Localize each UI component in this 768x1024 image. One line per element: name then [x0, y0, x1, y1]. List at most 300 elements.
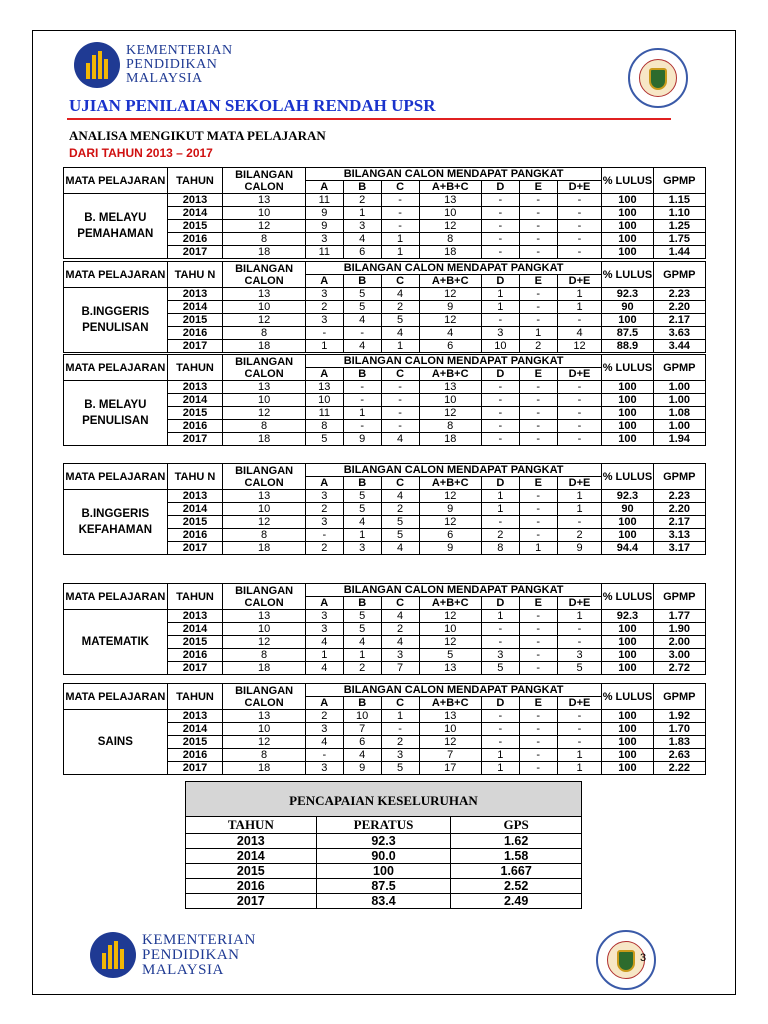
- table-cell: -: [557, 723, 602, 736]
- table-cell: 2013: [167, 194, 223, 207]
- table-cell: -: [557, 420, 602, 433]
- summary-cell: 87.5: [316, 879, 451, 894]
- table-cell: 2: [343, 662, 381, 675]
- header-subject: MATA PELAJARAN: [64, 584, 168, 610]
- table-cell: 1: [557, 503, 602, 516]
- table-cell: -: [481, 516, 519, 529]
- table-cell: -: [519, 736, 557, 749]
- table-cell: 8: [305, 420, 343, 433]
- subject-table: [63, 583, 706, 675]
- table-cell: 1.83: [653, 736, 705, 749]
- header-pass-pct: % LULUS: [602, 355, 653, 381]
- table-cell: -: [519, 762, 557, 775]
- table-cell: 2014: [167, 723, 223, 736]
- table-cell: 2.23: [653, 288, 705, 301]
- table-cell: 18: [419, 246, 481, 259]
- ministry-emblem-icon: [74, 42, 120, 88]
- header-grade: D+E: [557, 477, 602, 490]
- summary-cell: 2.49: [451, 894, 582, 909]
- table-cell: 1: [481, 762, 519, 775]
- table-cell: 1: [343, 207, 381, 220]
- table-cell: 1.08: [653, 407, 705, 420]
- table-cell: 4: [381, 288, 419, 301]
- summary-row: [186, 864, 582, 879]
- subject-table: [63, 463, 706, 555]
- table-cell: 94.4: [602, 542, 653, 555]
- table-cell: -: [519, 610, 557, 623]
- table-cell: 3: [343, 542, 381, 555]
- table-cell: 13: [223, 490, 305, 503]
- header-grade: D: [481, 697, 519, 710]
- table-cell: -: [381, 381, 419, 394]
- table-cell: 7: [343, 723, 381, 736]
- table-cell: 6: [419, 529, 481, 542]
- table-cell: -: [381, 220, 419, 233]
- table-cell: 1: [481, 288, 519, 301]
- table-cell: 2.63: [653, 749, 705, 762]
- table-cell: 12: [223, 636, 305, 649]
- table-cell: 4: [305, 736, 343, 749]
- table-row: [64, 610, 706, 623]
- table-cell: 4: [381, 542, 419, 555]
- header-grade-group: BILANGAN CALON MENDAPAT PANGKAT: [305, 168, 602, 181]
- table-cell: 2017: [167, 433, 223, 446]
- table-cell: -: [519, 623, 557, 636]
- table-cell: -: [481, 710, 519, 723]
- table-cell: 4: [557, 327, 602, 340]
- table-cell: -: [343, 420, 381, 433]
- table-cell: 18: [223, 662, 305, 675]
- table-cell: 9: [305, 207, 343, 220]
- table-cell: 2: [481, 529, 519, 542]
- subject-name: B.INGGERIS KEFAHAMAN: [64, 490, 168, 555]
- table-cell: 1.25: [653, 220, 705, 233]
- header-candidates: BILANGAN CALON: [223, 464, 305, 490]
- table-cell: 3.17: [653, 542, 705, 555]
- table-cell: 12: [557, 340, 602, 353]
- header-gpmp: GPMP: [653, 464, 705, 490]
- table-cell: -: [519, 314, 557, 327]
- header-grade: D+E: [557, 697, 602, 710]
- table-cell: -: [481, 233, 519, 246]
- table-cell: 1.10: [653, 207, 705, 220]
- table-cell: 100: [602, 736, 653, 749]
- table-cell: 9: [343, 433, 381, 446]
- table-cell: 11: [305, 246, 343, 259]
- header-grade: C: [381, 275, 419, 288]
- table-cell: 12: [419, 636, 481, 649]
- logo-line: PENDIDIKAN: [142, 946, 240, 963]
- table-cell: 100: [602, 762, 653, 775]
- table-cell: 2: [381, 301, 419, 314]
- table-cell: 13: [223, 194, 305, 207]
- summary-cell: 83.4: [316, 894, 451, 909]
- table-cell: 3: [305, 610, 343, 623]
- school-seal-icon: [596, 930, 656, 990]
- summary-row: [186, 894, 582, 909]
- summary-title: PENCAPAIAN KESELURUHAN: [186, 782, 582, 817]
- table-cell: 8: [223, 233, 305, 246]
- table-cell: 3: [305, 314, 343, 327]
- table-cell: -: [481, 381, 519, 394]
- table-cell: 1: [557, 301, 602, 314]
- summary-cell: 1.62: [451, 834, 582, 849]
- table-cell: 3: [305, 490, 343, 503]
- table-cell: 5: [343, 503, 381, 516]
- header-grade: A+B+C: [419, 181, 481, 194]
- table-cell: 4: [419, 327, 481, 340]
- header-grade: D: [481, 477, 519, 490]
- table-cell: 8: [223, 749, 305, 762]
- table-cell: -: [481, 736, 519, 749]
- header-year: TAHUN: [167, 584, 223, 610]
- table-row: [64, 288, 706, 301]
- table-cell: 3.00: [653, 649, 705, 662]
- table-cell: -: [381, 207, 419, 220]
- table-cell: 2: [519, 340, 557, 353]
- summary-cell: 2017: [186, 894, 317, 909]
- table-cell: 18: [223, 340, 305, 353]
- header-grade-group: BILANGAN CALON MENDAPAT PANGKAT: [305, 684, 602, 697]
- table-cell: 10: [305, 394, 343, 407]
- table-cell: -: [557, 623, 602, 636]
- summary-row: [186, 849, 582, 864]
- header-grade: D: [481, 275, 519, 288]
- header-grade: A: [305, 275, 343, 288]
- table-cell: 100: [602, 516, 653, 529]
- table-cell: 10: [223, 503, 305, 516]
- header-grade: C: [381, 368, 419, 381]
- table-cell: 1: [519, 327, 557, 340]
- table-cell: 2013: [167, 610, 223, 623]
- table-cell: 10: [223, 623, 305, 636]
- table-cell: 90: [602, 301, 653, 314]
- header-grade-group: BILANGAN CALON MENDAPAT PANGKAT: [305, 584, 602, 597]
- table-cell: -: [305, 529, 343, 542]
- table-cell: -: [557, 736, 602, 749]
- table-cell: 1: [305, 340, 343, 353]
- table-cell: 100: [602, 710, 653, 723]
- table-cell: 6: [343, 736, 381, 749]
- header-gpmp: GPMP: [653, 168, 705, 194]
- header-grade: E: [519, 275, 557, 288]
- header-grade: D: [481, 597, 519, 610]
- header-gpmp: GPMP: [653, 355, 705, 381]
- table-cell: 9: [557, 542, 602, 555]
- header-grade: D: [481, 368, 519, 381]
- header-grade: A+B+C: [419, 275, 481, 288]
- table-cell: 8: [419, 233, 481, 246]
- table-cell: 1.77: [653, 610, 705, 623]
- table-cell: 13: [223, 710, 305, 723]
- table-cell: 1: [481, 610, 519, 623]
- table-cell: 3: [305, 723, 343, 736]
- subject-name: SAINS: [64, 710, 168, 775]
- table-cell: -: [519, 749, 557, 762]
- table-cell: -: [305, 327, 343, 340]
- table-cell: 3: [381, 649, 419, 662]
- table-cell: 1: [381, 246, 419, 259]
- table-cell: 100: [602, 407, 653, 420]
- table-cell: 2017: [167, 662, 223, 675]
- table-cell: 5: [381, 314, 419, 327]
- table-cell: 2015: [167, 736, 223, 749]
- subject-table: [63, 167, 706, 259]
- table-cell: 1.75: [653, 233, 705, 246]
- table-cell: 10: [481, 340, 519, 353]
- table-cell: -: [519, 636, 557, 649]
- header-grade: A: [305, 181, 343, 194]
- table-cell: 1: [481, 301, 519, 314]
- logo-line: MALAYSIA: [142, 961, 224, 978]
- header-year: TAHU N: [167, 262, 223, 288]
- table-cell: 2015: [167, 220, 223, 233]
- table-cell: 2.20: [653, 503, 705, 516]
- table-cell: 100: [602, 233, 653, 246]
- table-cell: -: [519, 529, 557, 542]
- table-cell: 3: [481, 327, 519, 340]
- table-cell: 1: [481, 490, 519, 503]
- header-grade: B: [343, 181, 381, 194]
- table-cell: -: [519, 220, 557, 233]
- header-grade: C: [381, 697, 419, 710]
- header-grade: A+B+C: [419, 697, 481, 710]
- table-cell: 92.3: [602, 610, 653, 623]
- table-cell: 3: [305, 762, 343, 775]
- table-cell: 100: [602, 529, 653, 542]
- table-cell: -: [557, 194, 602, 207]
- header-grade: D: [481, 181, 519, 194]
- table-cell: -: [381, 723, 419, 736]
- table-cell: 2.00: [653, 636, 705, 649]
- table-cell: 12: [419, 610, 481, 623]
- table-cell: -: [557, 246, 602, 259]
- table-cell: -: [519, 723, 557, 736]
- table-cell: 5: [557, 662, 602, 675]
- subject-name: B. MELAYU PEMAHAMAN: [64, 194, 168, 259]
- table-cell: 100: [602, 636, 653, 649]
- summary-cell: 1.667: [451, 864, 582, 879]
- logo-line: KEMENTERIAN: [142, 931, 256, 948]
- table-cell: 4: [381, 490, 419, 503]
- table-cell: 13: [419, 662, 481, 675]
- table-cell: 9: [305, 220, 343, 233]
- table-cell: 9: [419, 301, 481, 314]
- table-cell: -: [519, 194, 557, 207]
- table-cell: -: [519, 433, 557, 446]
- table-cell: -: [481, 636, 519, 649]
- table-cell: 3: [305, 516, 343, 529]
- table-cell: -: [557, 516, 602, 529]
- table-cell: 4: [343, 749, 381, 762]
- summary-cell: 92.3: [316, 834, 451, 849]
- table-cell: 92.3: [602, 490, 653, 503]
- table-cell: -: [481, 394, 519, 407]
- subject-table: [63, 354, 706, 446]
- table-cell: 100: [602, 207, 653, 220]
- table-cell: -: [557, 394, 602, 407]
- header-grade: B: [343, 275, 381, 288]
- table-cell: 18: [223, 762, 305, 775]
- table-cell: 100: [602, 381, 653, 394]
- table-cell: 5: [305, 433, 343, 446]
- table-cell: -: [557, 636, 602, 649]
- table-cell: -: [481, 194, 519, 207]
- subject-name: B. MELAYU PENULISAN: [64, 381, 168, 446]
- header-grade: B: [343, 597, 381, 610]
- table-cell: -: [519, 381, 557, 394]
- table-cell: 5: [381, 762, 419, 775]
- table-cell: 12: [223, 314, 305, 327]
- table-cell: 13: [223, 288, 305, 301]
- table-cell: 5: [343, 490, 381, 503]
- table-cell: -: [557, 710, 602, 723]
- table-cell: 2: [557, 529, 602, 542]
- summary-cell: 2013: [186, 834, 317, 849]
- table-cell: 6: [343, 246, 381, 259]
- table-row: [64, 381, 706, 394]
- table-cell: 9: [419, 542, 481, 555]
- header-subject: MATA PELAJARAN: [64, 262, 168, 288]
- table-cell: 10: [223, 723, 305, 736]
- header-candidates: BILANGAN CALON: [223, 262, 305, 288]
- overall-summary-table: [185, 781, 582, 909]
- table-cell: -: [519, 288, 557, 301]
- table-cell: 9: [343, 762, 381, 775]
- table-cell: 8: [419, 420, 481, 433]
- header-year: TAHUN: [167, 355, 223, 381]
- table-cell: 1: [557, 610, 602, 623]
- table-cell: 92.3: [602, 288, 653, 301]
- table-cell: 2: [305, 301, 343, 314]
- table-cell: 10: [223, 394, 305, 407]
- table-cell: 4: [343, 340, 381, 353]
- table-cell: 9: [419, 503, 481, 516]
- table-cell: 90: [602, 503, 653, 516]
- table-cell: -: [381, 407, 419, 420]
- header-grade: D+E: [557, 181, 602, 194]
- table-cell: 2017: [167, 246, 223, 259]
- table-cell: 8: [223, 529, 305, 542]
- table-cell: 2017: [167, 762, 223, 775]
- table-cell: -: [557, 381, 602, 394]
- table-cell: 2016: [167, 649, 223, 662]
- header-subject: MATA PELAJARAN: [64, 684, 168, 710]
- table-cell: 3.63: [653, 327, 705, 340]
- table-cell: 2015: [167, 407, 223, 420]
- table-cell: 11: [305, 194, 343, 207]
- table-cell: -: [519, 394, 557, 407]
- table-cell: 1: [481, 749, 519, 762]
- summary-cell: 2014: [186, 849, 317, 864]
- logo-line: MALAYSIA: [126, 71, 203, 86]
- table-cell: 8: [223, 649, 305, 662]
- table-cell: 1.00: [653, 420, 705, 433]
- subject-name: MATEMATIK: [64, 610, 168, 675]
- table-cell: -: [557, 407, 602, 420]
- table-cell: 2014: [167, 623, 223, 636]
- table-cell: -: [519, 649, 557, 662]
- table-cell: 4: [343, 636, 381, 649]
- summary-header-cell: GPS: [451, 817, 582, 834]
- table-cell: 13: [223, 610, 305, 623]
- table-cell: 7: [381, 662, 419, 675]
- header-grade: A: [305, 477, 343, 490]
- table-cell: 2013: [167, 288, 223, 301]
- header-subject: MATA PELAJARAN: [64, 355, 168, 381]
- logo-line: PENDIDIKAN: [126, 57, 218, 72]
- table-cell: 10: [419, 623, 481, 636]
- table-cell: 12: [223, 407, 305, 420]
- table-cell: 2014: [167, 207, 223, 220]
- table-cell: 4: [343, 516, 381, 529]
- header-grade: A+B+C: [419, 477, 481, 490]
- table-cell: 10: [223, 301, 305, 314]
- table-cell: 2.23: [653, 490, 705, 503]
- table-cell: 2015: [167, 636, 223, 649]
- header-pass-pct: % LULUS: [602, 684, 653, 710]
- table-cell: 12: [419, 516, 481, 529]
- table-row: [64, 194, 706, 207]
- table-cell: -: [519, 420, 557, 433]
- table-cell: 7: [419, 749, 481, 762]
- table-cell: 2016: [167, 327, 223, 340]
- table-cell: 11: [305, 407, 343, 420]
- table-cell: -: [481, 220, 519, 233]
- table-cell: 12: [223, 736, 305, 749]
- table-cell: 1: [381, 710, 419, 723]
- table-cell: 1: [381, 233, 419, 246]
- table-cell: 2.20: [653, 301, 705, 314]
- header-grade: A+B+C: [419, 368, 481, 381]
- summary-cell: 2.52: [451, 879, 582, 894]
- table-cell: 1: [557, 288, 602, 301]
- school-seal-icon: [628, 48, 688, 108]
- table-cell: 1.70: [653, 723, 705, 736]
- table-cell: 2.17: [653, 516, 705, 529]
- table-cell: -: [519, 233, 557, 246]
- table-cell: 5: [343, 301, 381, 314]
- table-cell: 1: [557, 762, 602, 775]
- table-cell: 18: [223, 542, 305, 555]
- table-cell: 12: [419, 407, 481, 420]
- table-cell: 100: [602, 246, 653, 259]
- title-divider: [67, 118, 671, 120]
- header-grade: B: [343, 368, 381, 381]
- table-cell: 2013: [167, 381, 223, 394]
- table-cell: 8: [223, 420, 305, 433]
- header-grade: A+B+C: [419, 597, 481, 610]
- table-cell: 4: [381, 327, 419, 340]
- header-pass-pct: % LULUS: [602, 584, 653, 610]
- header-gpmp: GPMP: [653, 584, 705, 610]
- ministry-logo-footer: [90, 932, 256, 978]
- header-candidates: BILANGAN CALON: [223, 584, 305, 610]
- table-cell: 2015: [167, 516, 223, 529]
- table-cell: 13: [305, 381, 343, 394]
- header-candidates: BILANGAN CALON: [223, 684, 305, 710]
- table-cell: -: [381, 194, 419, 207]
- table-cell: 2017: [167, 542, 223, 555]
- table-cell: -: [519, 503, 557, 516]
- table-cell: 10: [343, 710, 381, 723]
- table-cell: 3: [481, 649, 519, 662]
- table-row: [64, 490, 706, 503]
- summary-row: [186, 879, 582, 894]
- table-cell: 18: [223, 246, 305, 259]
- table-cell: 3: [305, 233, 343, 246]
- header-year: TAHU N: [167, 464, 223, 490]
